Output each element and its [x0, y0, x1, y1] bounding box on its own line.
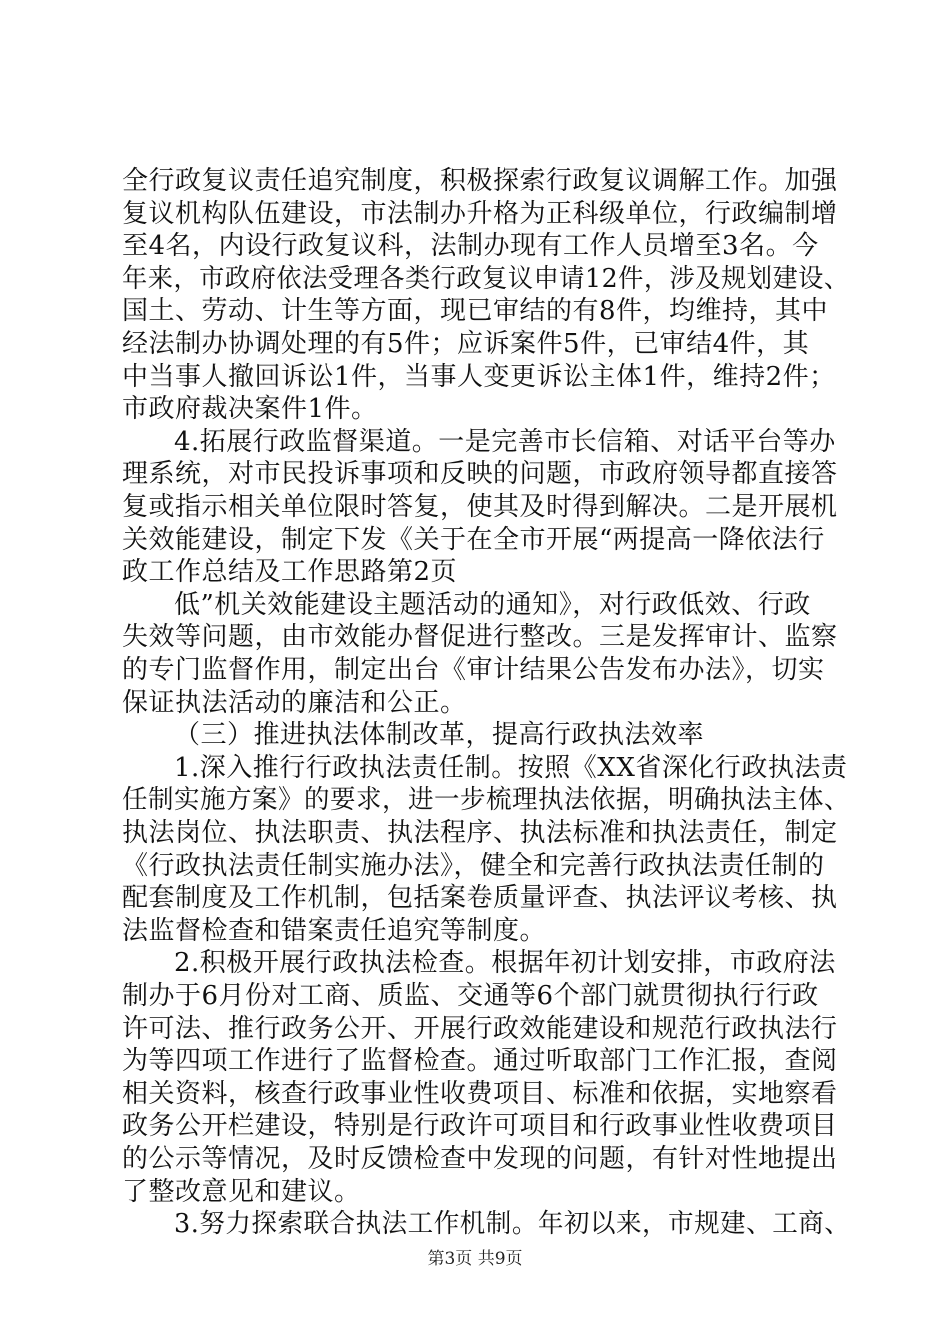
text-line: 中当事人撤回诉讼1件，当事人变更诉讼主体1件，维持2件； [122, 362, 836, 392]
text-line: 3.努力探索联合执法工作机制。年初以来，市规建、工商、 [174, 1209, 851, 1239]
text-line: 的专门监督作用，制定出台《审计结果公告发布办法》，切实 [122, 655, 825, 685]
text-line: 政务公开栏建设，特别是行政许可项目和行政事业性收费项目 [122, 1111, 838, 1141]
text-line: 复或指示相关单位限时答复，使其及时得到解决。二是开展机 [122, 492, 838, 522]
text-line: 许可法、推行政务公开、开展行政效能建设和规范行政执法行 [122, 1014, 838, 1044]
text-line: 相关资料，核查行政事业性收费项目、标准和依据，实地察看 [122, 1079, 838, 1109]
text-line: 关效能建设，制定下发《关于在全市开展“两提高一降依法行 [122, 525, 825, 555]
text-line: 任制实施方案》的要求，进一步梳理执法依据，明确执法主体、 [122, 785, 850, 815]
text-line: （三）推进执法体制改革，提高行政执法效率 [174, 720, 705, 750]
text-line: 的公示等情况，及时反馈检查中发现的问题，有针对性地提出 [122, 1144, 838, 1174]
page-footer: 第3页 共9页 [427, 1249, 523, 1269]
text-line: 政工作总结及工作思路第2页 [122, 557, 458, 587]
text-line: 1.深入推行行政执法责任制。按照《XX省深化行政执法责 [174, 753, 848, 783]
text-line: 低”机关效能建设主题活动的通知》，对行政低效、行政 [174, 590, 811, 620]
text-line: 保证执法活动的廉洁和公正。 [122, 688, 467, 718]
text-line: 执法岗位、执法职责、执法程序、执法标准和执法责任，制定 [122, 818, 838, 848]
text-line: 4.拓展行政监督渠道。一是完善市长信箱、对话平台等办 [174, 427, 836, 457]
text-line: 《行政执法责任制实施办法》，健全和完善行政执法责任制的 [122, 851, 825, 881]
text-line: 年来，市政府依法受理各类行政复议申请12件，涉及规划建设、 [122, 264, 850, 294]
text-line: 理系统，对市民投诉事项和反映的问题，市政府领导都直接答 [122, 459, 838, 489]
text-line: 了整改意见和建议。 [122, 1177, 361, 1207]
text-line: 为等四项工作进行了监督检查。通过听取部门工作汇报，查阅 [122, 1046, 838, 1076]
text-line: 复议机构队伍建设，市法制办升格为正科级单位，行政编制增 [122, 199, 838, 229]
text-line: 制办于6月份对工商、质监、交通等6个部门就贯彻执行行政 [122, 981, 819, 1011]
text-line: 法监督检查和错案责任追究等制度。 [122, 916, 547, 946]
text-line: 市政府裁决案件1件。 [122, 394, 378, 424]
text-line: 2.积极开展行政执法检查。根据年初计划安排，市政府法 [174, 948, 836, 978]
text-line: 经法制办协调处理的有5件；应诉案件5件，已审结4件，其 [122, 329, 810, 359]
text-line: 至4名，内设行政复议科，法制办现有工作人员增至3名。今 [122, 231, 819, 261]
text-line: 国土、劳动、计生等方面，现已审结的有8件，均维持，其中 [122, 296, 829, 326]
text-line: 配套制度及工作机制，包括案卷质量评查、执法评议考核、执 [122, 883, 838, 913]
text-line: 全行政复议责任追究制度，积极探索行政复议调解工作。加强 [122, 166, 838, 196]
text-line: 失效等问题，由市效能办督促进行整改。三是发挥审计、监察 [122, 622, 838, 652]
